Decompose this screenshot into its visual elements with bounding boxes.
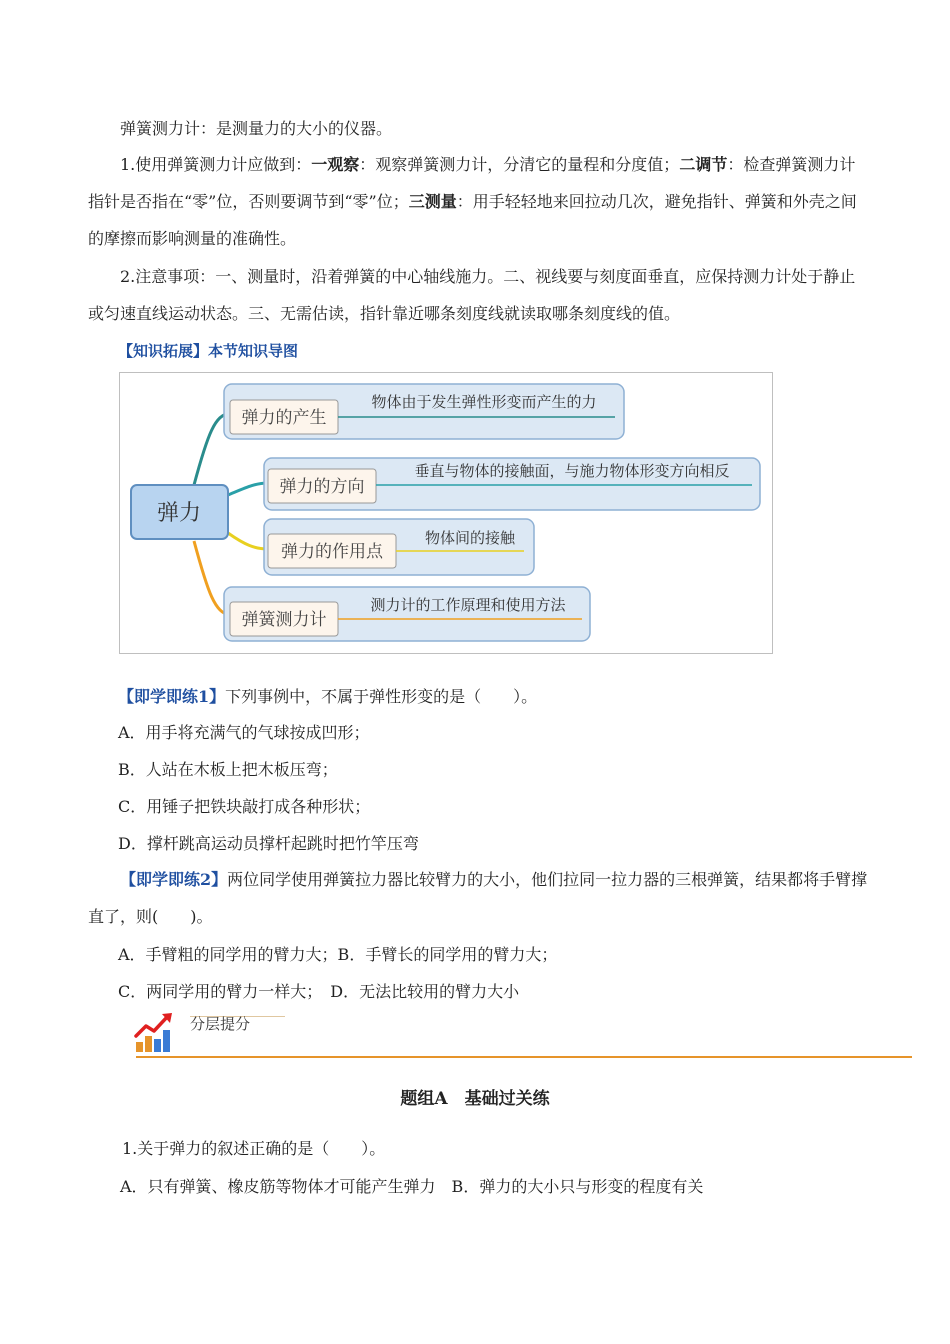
exercise-1-option-c: C．用锤子把铁块敲打成各种形状； [118, 797, 371, 816]
branch-2-label: 弹力的方向 [279, 477, 365, 497]
branch-4 [224, 587, 590, 641]
root-node [131, 485, 228, 539]
branch-3-label: 弹力的作用点 [281, 542, 383, 562]
growth-chart-icon [132, 1010, 178, 1054]
branch-4-desc: 测力计的工作原理和使用方法 [370, 596, 566, 614]
branch-3 [264, 519, 534, 575]
step-measure-text: ：用手轻轻地来回拉动几次，避免指针、弹簧和外壳之间的摩擦而影响测量的准确性。 [88, 192, 857, 248]
spring-scale-definition: 弹簧测力计：是测量力的大小的仪器。 [120, 119, 393, 138]
question-1: 1.关于弹力的叙述正确的是（ ）。 [122, 1139, 386, 1158]
root-node-label: 弹力 [156, 501, 202, 526]
exercise-1 [118, 686, 537, 708]
exercise-1-option-b: B．人站在木板上把木板压弯； [118, 760, 338, 779]
section-title: 分层提分 [190, 1015, 251, 1033]
branch-3-desc: 物体间的接触 [424, 529, 516, 547]
exercise-1-tag: 【即学即练1】 [118, 687, 226, 706]
step-measure: 三测量 [408, 192, 457, 211]
knowledge-label: 【知识拓展】本节知识导图 [118, 342, 299, 360]
section-divider [136, 1056, 912, 1058]
exercise-2-question: 两位同学使用弹簧拉力器比较臂力的大小，他们拉同一拉力器的三根弹簧，结果都将手臂撑直了，则( )。 [88, 870, 868, 926]
mind-map [119, 372, 773, 654]
branch-4-label: 弹簧测力计 [241, 610, 327, 630]
exercise-1-question: 下列事例中，不属于弹性形变的是（ ）。 [225, 687, 538, 706]
branch-2 [264, 458, 760, 510]
branch-1-desc: 物体由于发生弹性形变而产生的力 [371, 393, 597, 411]
exercise-2 [88, 861, 868, 935]
step-adjust-text: ：检查弹簧测力计指针是否指在“零”位，否则要调节到“零”位； [88, 155, 856, 211]
branch-2-desc: 垂直与物体的接触面，与施力物体形变方向相反 [414, 462, 730, 480]
usage-prefix: 1.使用弹簧测力计应做到： [120, 155, 312, 174]
exercise-2-option-ab: A．手臂粗的同学用的臂力大；B．手臂长的同学用的臂力大； [118, 945, 558, 964]
connector-3 [228, 533, 268, 549]
exercise-1-option-a: A．用手将充满气的气球按成凹形； [118, 723, 370, 742]
step-observe: 一观察 [311, 155, 360, 174]
usage-paragraph [88, 146, 868, 257]
exercise-2-option-cd: C．两同学用的臂力一样大； D．无法比较用的臂力大小 [118, 982, 520, 1001]
exercise-2-tag: 【即学即练2】 [120, 870, 228, 889]
group-a-title: 题组A 基础过关练 [400, 1089, 550, 1109]
branch-1 [224, 384, 624, 439]
question-1-options: A．只有弹簧、橡皮筋等物体才可能产生弹力 B．弹力的大小只与形变的程度有关 [120, 1177, 704, 1196]
exercise-1-option-d: D．撑杆跳高运动员撑杆起跳时把竹竿压弯 [118, 834, 419, 853]
branch-1-label: 弹力的产生 [241, 408, 327, 428]
mind-map-svg [120, 373, 772, 653]
step-observe-text: ：观察弹簧测力计，分清它的量程和分度值； [359, 155, 680, 174]
step-adjust: 二调节 [679, 155, 728, 174]
notes-paragraph: 2.注意事项：一、测量时，沿着弹簧的中心轴线施力。二、视线要与刻度面垂直，应保持测力计处于静止或匀速直线运动状态。三、无需估读，指针靠近哪条刻度线就读取哪条刻度线的值。 [88, 267, 856, 323]
connector-2 [228, 483, 268, 495]
